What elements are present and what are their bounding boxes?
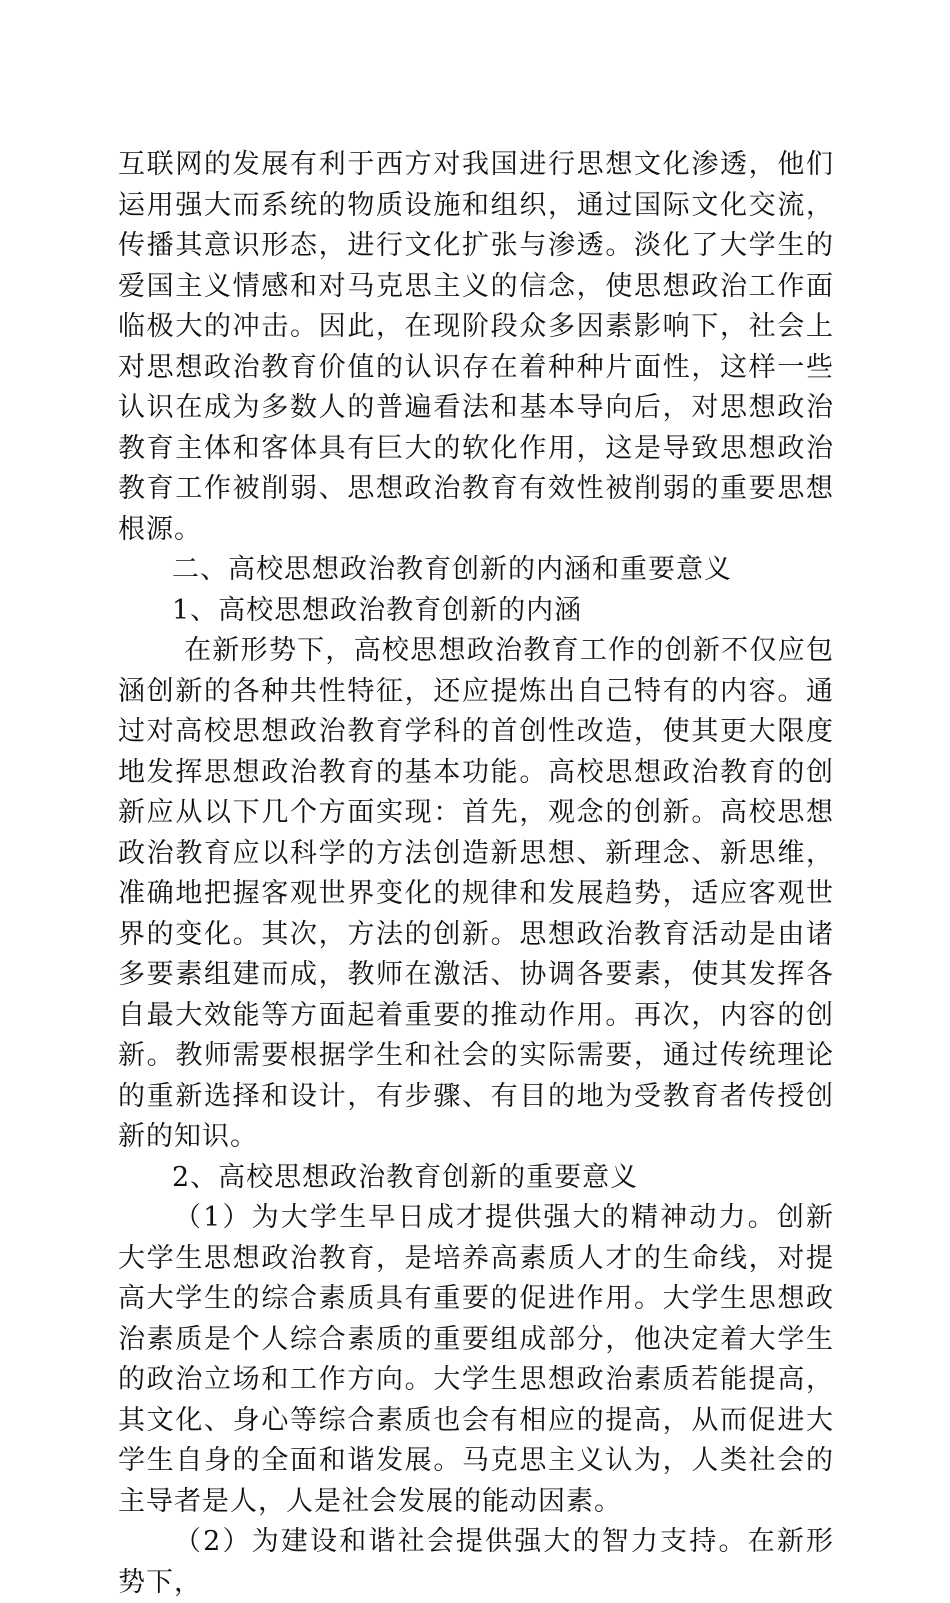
body-paragraph-4: （2）为建设和谐社会提供强大的智力支持。在新形势下， xyxy=(118,1526,834,1598)
document-body xyxy=(118,145,834,1603)
section-heading: 二、高校思想政治教育创新的内涵和重要意义 xyxy=(172,554,732,585)
body-paragraph-2: 在新形势下，高校思想政治教育工作的创新不仅应包涵创新的各种共性特征，还应提炼出自己特有的内容。通过对高校思想政治教育学科的首创性改造，使其更大限度地发挥思想政治教育的基本功能。高校思想政治教育的创新应从以下几个方面实现：首先，观念的创新。高校思想政治教育应以科学的方法创造新思想、新理念、新思维，准确地把握客观世界变化的规律和发展趋势，适应客观世界的变化。其次，方法的创新。思想政治教育活动是由诸多要素组建而成，教师在激活、协调各要素，使其发挥各自最大效能等方面起着重要的推动作用。再次，内容的创新。教师需要根据学生和社会的实际需要，通过传统理论的重新选择和设计，有步骤、有目的地为受教育者传授创新的知识。 xyxy=(118,635,834,1152)
body-paragraph-3: （1）为大学生早日成才提供强大的精神动力。创新大学生思想政治教育，是培养高素质人才的生命线，对提高大学生的综合素质具有重要的促进作用。大学生思想政治素质是个人综合素质的重要组成部分，他决定着大学生的政治立场和工作方向。大学生思想政治素质若能提高，其文化、身心等综合素质也会有相应的提高，从而促进大学生自身的全面和谐发展。马克思主义认为，人类社会的主导者是人，人是社会发展的能动因素。 xyxy=(118,1202,834,1517)
body-paragraph-1: 互联网的发展有利于西方对我国进行思想文化渗透，他们运用强大而系统的物质设施和组织，通过国际文化交流，传播其意识形态，进行文化扩张与渗透。淡化了大学生的爱国主义情感和对马克思主义的信念，使思想政治工作面临极大的冲击。因此，在现阶段众多因素影响下，社会上对思想政治教育价值的认识存在着种种片面性，这样一些认识在成为多数人的普遍看法和基本导向后，对思想政治教育主体和客体具有巨大的软化作用，这是导致思想政治教育工作被削弱、思想政治教育有效性被削弱的重要思想根源。 xyxy=(118,149,834,545)
subsection-heading-2: 2、高校思想政治教育创新的重要意义 xyxy=(172,1161,639,1193)
subsection-heading-1: 1、高校思想政治教育创新的内涵 xyxy=(172,594,583,626)
